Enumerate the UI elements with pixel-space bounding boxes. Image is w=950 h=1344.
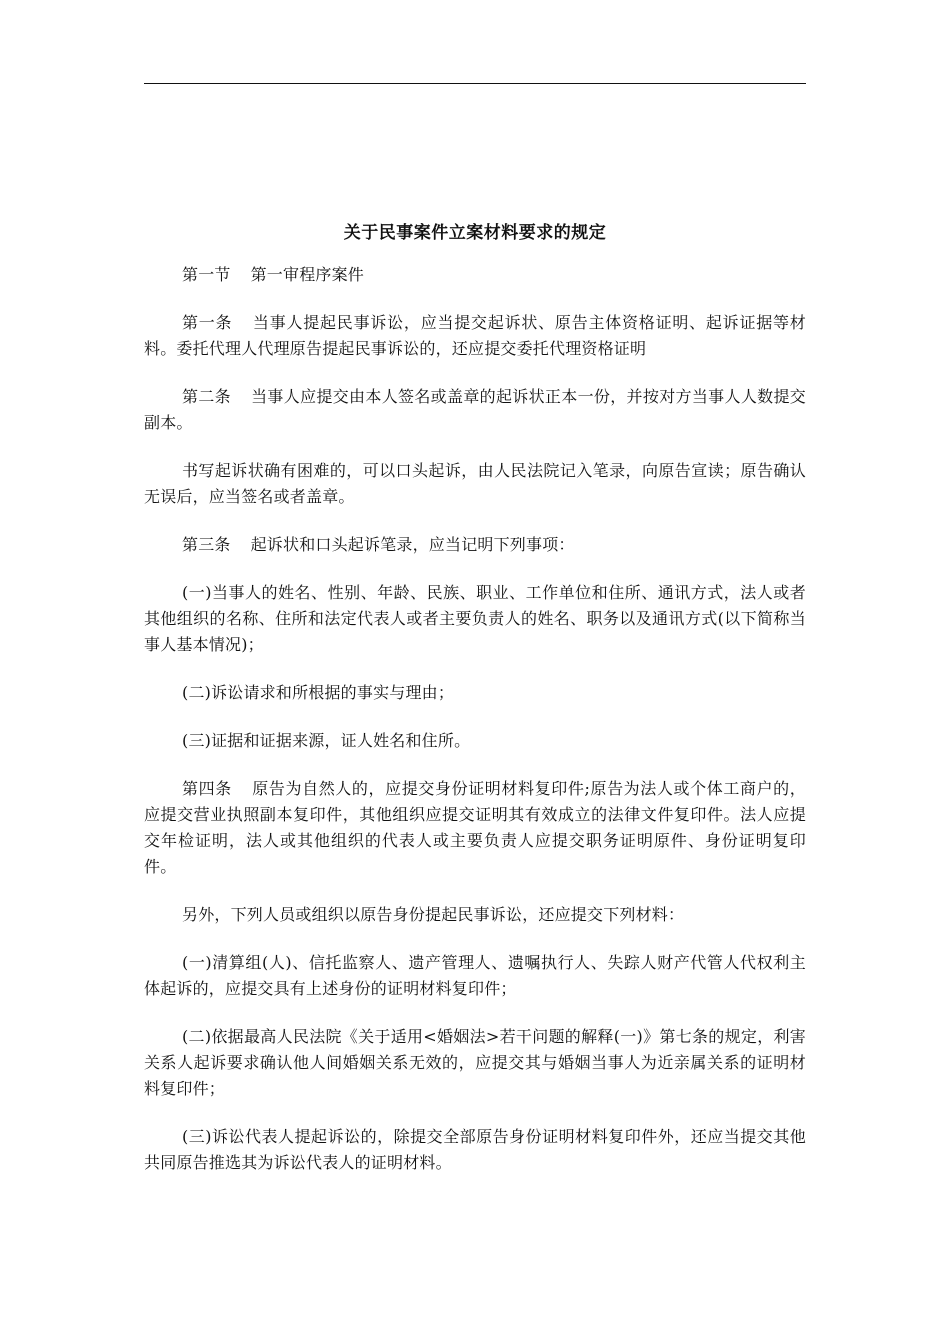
- list-item: (一)清算组(人)、信托监察人、遗产管理人、遗嘱执行人、失踪人财产代管人代权利主体起诉的，应提交具有上述身份的证明材料复印件；: [144, 953, 806, 998]
- article-label: 第三条: [182, 535, 231, 554]
- header-rule: [144, 83, 806, 84]
- list-item: (一)当事人的姓名、性别、年龄、民族、职业、工作单位和住所、通讯方式，法人或者其他组织的名称、住所和法定代表人或者主要负责人的姓名、职务以及通讯方式(以下简称当事人基本情况)；: [144, 583, 806, 654]
- section-title: 第一审程序案件: [250, 265, 365, 284]
- article-text: 当事人提起民事诉讼，应当提交起诉状、原告主体资格证明、起诉证据等材料。委托代理人代理原告提起民事诉讼的，还应提交委托代理资格证明: [144, 313, 806, 358]
- list-item: (三)证据和证据来源，证人姓名和住所。: [182, 731, 471, 750]
- article-3: [144, 532, 806, 558]
- list-item: (二)依据最高人民法院《关于适用<婚姻法>若干问题的解释(一)》第七条的规定，利害关系人起诉要求确认他人间婚姻关系无效的，应提交其与婚姻当事人为近亲属关系的证明材料复印件；: [144, 1027, 806, 1098]
- article-2: [144, 384, 806, 436]
- list-item: (三)诉讼代表人提起诉讼的，除提交全部原告身份证明材料复印件外，还应当提交其他共同原告推选其为诉讼代表人的证明材料。: [144, 1127, 806, 1172]
- article-label: 第二条: [182, 387, 231, 406]
- section-heading: [144, 262, 806, 288]
- article-label: 第四条: [182, 779, 232, 798]
- document-body: [144, 218, 806, 1198]
- paragraph: 另外，下列人员或组织以原告身份提起民事诉讼，还应提交下列材料：: [182, 905, 685, 924]
- article-text: 当事人应提交由本人签名或盖章的起诉状正本一份，并按对方当事人人数提交副本。: [144, 387, 806, 432]
- document-title: 关于民事案件立案材料要求的规定: [343, 223, 607, 243]
- paragraph: 书写起诉状确有困难的，可以口头起诉，由人民法院记入笔录，向原告宣读；原告确认无误后，应当签名或者盖章。: [144, 461, 806, 506]
- article-1: [144, 310, 806, 362]
- section-label: 第一节: [182, 265, 231, 284]
- article-text: 起诉状和口头起诉笔录，应当记明下列事项：: [250, 535, 575, 554]
- article-label: 第一条: [182, 313, 233, 332]
- article-text: 原告为自然人的，应提交身份证明材料复印件;原告为法人或个体工商户的，应提交营业执照副本复印件，其他组织应提交证明其有效成立的法律文件复印件。法人应提交年检证明，法人或其他组织的代表人或主要负责人应提交职务证明原件、身份证明复印件。: [144, 779, 806, 876]
- list-item: (二)诉讼请求和所根据的事实与理由；: [182, 683, 455, 702]
- article-4: [144, 776, 806, 880]
